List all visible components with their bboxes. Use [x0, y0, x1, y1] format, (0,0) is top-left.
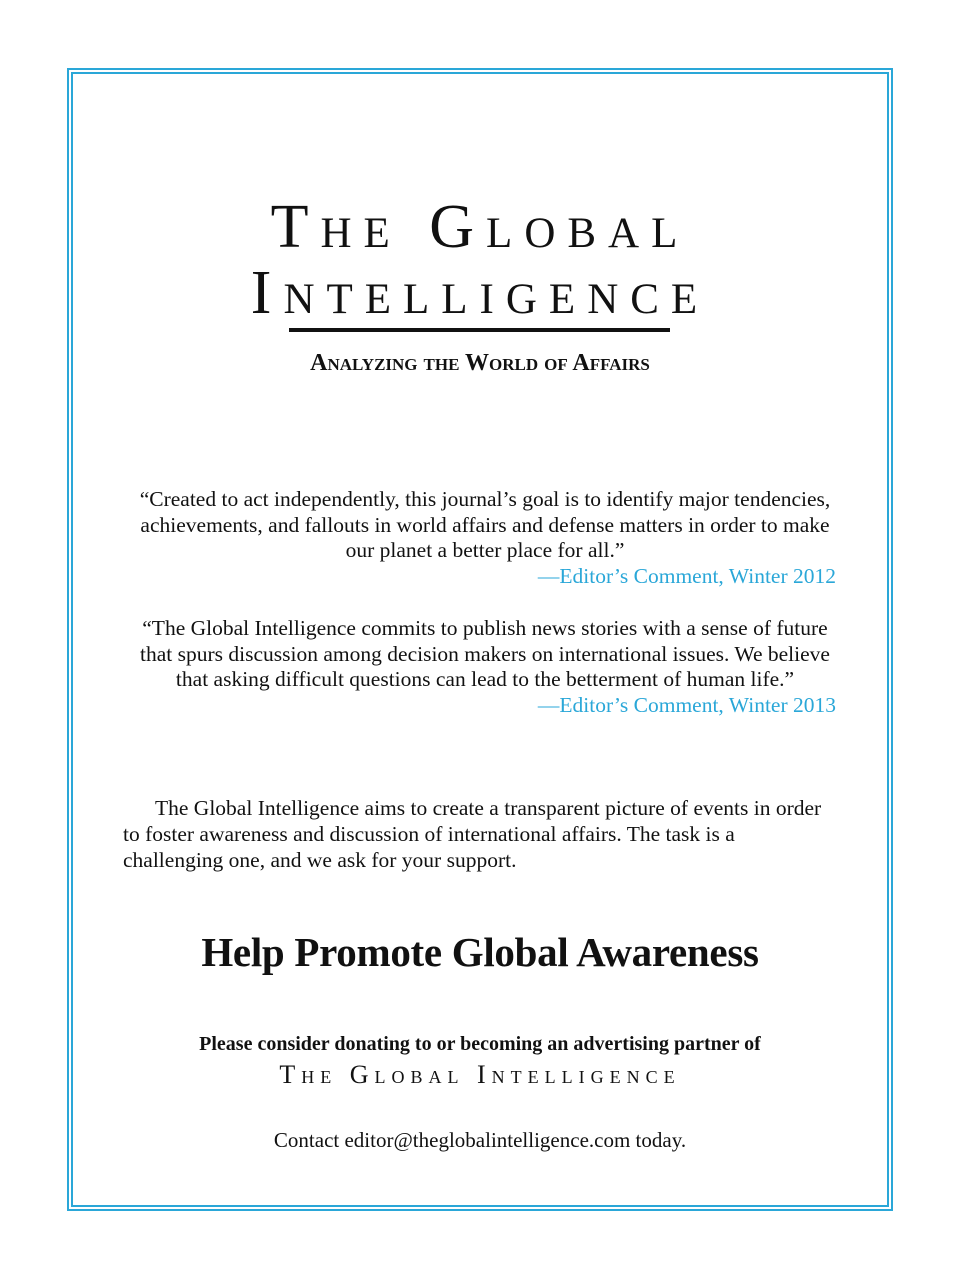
quote-attribution: —Editor’s Comment, Winter 2012: [537, 563, 836, 588]
masthead-tagline: Analyzing the World of Affairs: [310, 350, 650, 376]
masthead-title-line-1: The Global: [270, 193, 690, 261]
cta-brand-name: The Global Intelligence: [279, 1060, 681, 1089]
quote-block: [130, 487, 840, 589]
masthead-title-line-2: Intelligence: [250, 259, 710, 327]
quote-block: [130, 616, 840, 718]
contact-line: Contact editor@theglobalintelligence.com today.: [273, 1128, 687, 1152]
masthead-rule: [289, 328, 670, 332]
quote-text: “Created to act independently, this journal’s goal is to identify major tendencies, achievements, and fallouts in world affairs and defense matters in order to make our planet a better place for all.”: [139, 487, 831, 562]
cta-headline: Help Promote Global Awareness: [201, 929, 759, 975]
quote-text: “The Global Intelligence commits to publish news stories with a sense of future that spurs discussion among decision makers on international issues. We believe that asking difficult questions can lead to the betterment of human life.”: [140, 616, 830, 691]
cta-request: Please consider donating to or becoming an advertising partner of: [199, 1033, 761, 1055]
quote-attribution: —Editor’s Comment, Winter 2013: [537, 692, 836, 717]
mission-paragraph: The Global Intelligence aims to create a transparent picture of events in order to foster awareness and discussion of international affairs. The task is a challenging one, and we ask for your support.: [123, 796, 822, 872]
